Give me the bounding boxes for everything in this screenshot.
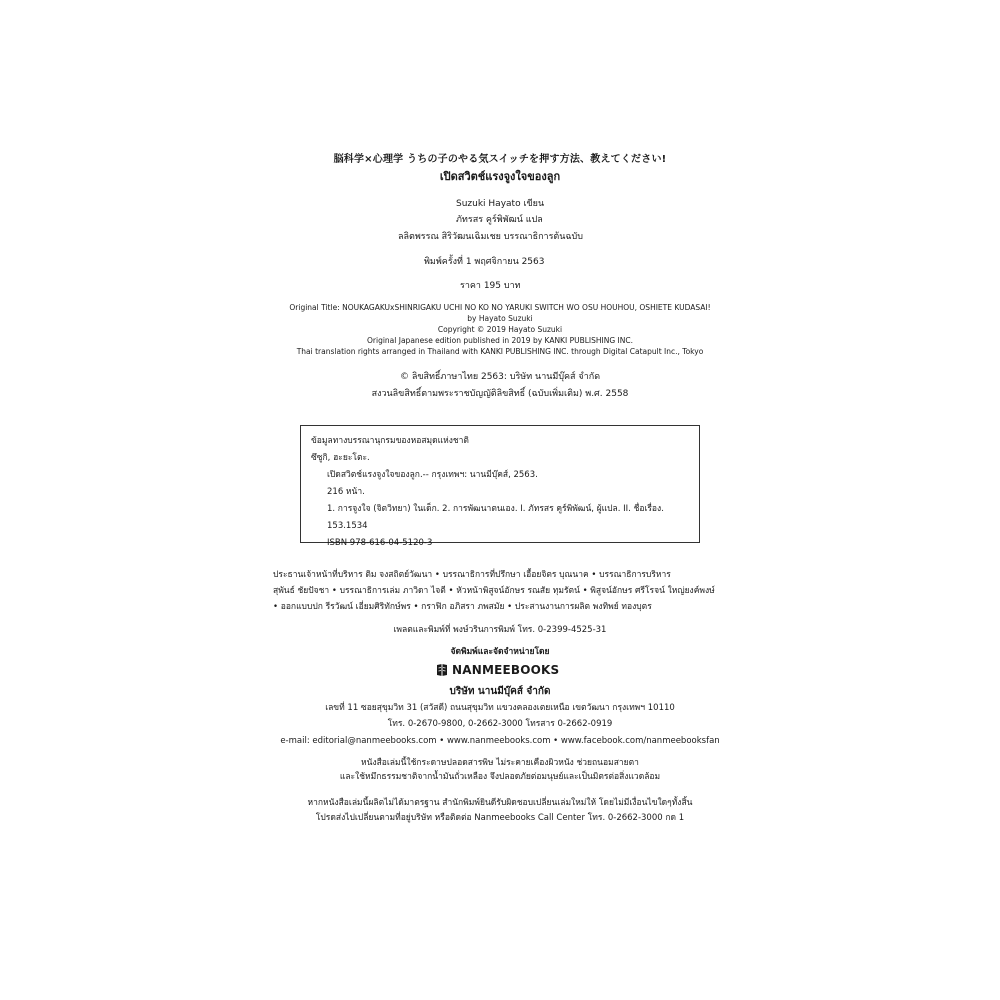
- price-text: ราคา 195 บาท: [460, 281, 521, 291]
- original-author: by Hayato Suzuki: [467, 314, 533, 323]
- edition-text: พิมพ์ครั้งที่ 1 พฤศจิกายน 2563: [424, 257, 545, 267]
- distributor-heading: จัดพิมพ์และจัดจำหน่ายโดย: [450, 647, 550, 657]
- defect-note-1: หากหนังสือเล่มนี้ผลิตไม่ได้มาตรฐาน สำนักพิมพ์ยินดีรับผิดชอบเปลี่ยนเล่มใหม่ให้ โดยไม่มีเงื่อนไขใดๆทั้งสิ้น: [307, 798, 693, 808]
- thai-copyright: © ลิขสิทธิ์ภาษาไทย 2563: บริษัท นานมีบุ๊คส์ จำกัด: [399, 372, 601, 382]
- cip-isbn: ISBN 978-616-04-5120-3: [327, 538, 433, 548]
- japanese-title: 脳科学×心理学 うちの子のやる気スイッチを押す方法、教えてください!: [333, 154, 667, 165]
- translation-rights: Thai translation rights arranged in Thailand with KANKI PUBLISHING INC. through Digital Catapult Inc., Tokyo: [296, 347, 704, 356]
- original-title: Original Title: NOUKAGAKUxSHINRIGAKU UCHI NO KO NO YARUKI SWITCH WO OSU HOUHOU, OSHIETE KUDASAI!: [289, 303, 711, 312]
- logo-wordmark: NANMEEBOOKS: [452, 663, 560, 677]
- staff-line-3: • ออกแบบปก รีรวัฒน์ เอี่ยมศิริทักษ์พร • กราฟิก อภิสรา ภพสมัย • ประสานงานการผลิต พงทิพย์ ทองบุตร: [273, 602, 652, 612]
- company-contacts: e-mail: editorial@nanmeebooks.com • www.nanmeebooks.com • www.facebook.com/nanmeebooksfan: [280, 736, 720, 746]
- staff-line-2: สุพันธ์ ชัยปัจชา • บรรณาธิการเล่ม ภาวิดา ไจตี • หัวหน้าพิสูจน์อักษร รณสัย ทุมรัตน์ • พิสูจน์อักษร ศรีโรจน์ ใหญ่ยงค์พงษ์: [273, 586, 715, 596]
- cip-title: เปิดสวิตช์แรงจูงใจของลูก.-- กรุงเทพฯ: นานมีบุ๊คส์, 2563.: [327, 470, 538, 480]
- book-stack-icon: [435, 663, 449, 677]
- cip-author: ซึซูกิ, ฮะยะโตะ.: [311, 453, 370, 463]
- original-edition: Original Japanese edition published in 2019 by KANKI PUBLISHING INC.: [367, 336, 633, 345]
- defect-note-2: โปรดส่งไปเปลี่ยนตามที่อยู่บริษัท หรือติดต่อ Nanmeebooks Call Center โทร. 0-2662-3000 กด 1: [315, 813, 685, 823]
- nanmeebooks-logo: [435, 661, 559, 679]
- cip-pages: 216 หน้า.: [327, 487, 365, 497]
- cip-record: [300, 425, 700, 548]
- original-copyright: Copyright © 2019 Hayato Suzuki: [437, 325, 563, 334]
- editor-credit-text: ลลิตพรรณ สิริวัฒนเฉิมเชย บรรณาธิการต้นฉบับ: [398, 232, 583, 242]
- cip-subjects: 1. การจูงใจ (จิตวิทยา) ในเด็ก. 2. การพัฒนาตนเอง. I. ภัทรสร คูร์พิพัฒน์, ผู้แปล. II. ชื่อเรื่อง.: [327, 504, 664, 514]
- printer-info: เพลตและพิมพ์ที่ พงษ์วรินการพิมพ์ โทร. 0-2399-4525-31: [393, 625, 607, 635]
- thai-title: เปิดสวิตช์แรงจูงใจของลูก: [439, 170, 561, 183]
- company-phones: โทร. 0-2670-9800, 0-2662-3000 โทรสาร 0-2662-0919: [387, 719, 613, 729]
- copyright-act: สงวนลิขสิทธิ์ตามพระราชบัญญัติลิขสิทธิ์ (ฉบับเพิ่มเติม) พ.ศ. 2558: [371, 389, 629, 399]
- translator-credit-text: ภัทรสร คูร์พิพัฒน์ แปล: [456, 215, 543, 225]
- paper-note-1: หนังสือเล่มนี้ใช้กระดาษปลอดสารพิษ ไม่ระคายเคืองผิวหนัง ช่วยถนอมสายตา: [361, 758, 639, 768]
- company-name: บริษัท นานมีบุ๊คส์ จำกัด: [449, 686, 551, 697]
- company-address: เลขที่ 11 ซอยสุขุมวิท 31 (สวัสดี) ถนนสุขุมวิท แขวงคลองเตยเหนือ เขตวัฒนา กรุงเทพฯ 10110: [325, 703, 675, 713]
- staff-line-1: ประธานเจ้าหน้าที่บริหาร ติม จงสถิตย์วัฒนา • บรรณาธิการที่ปรึกษา เอื้อยจิตร บุณนาค • บรรณาธิการบริหาร: [273, 570, 671, 580]
- author-credit-text: Suzuki Hayato เขียน: [456, 199, 545, 209]
- paper-note-2: และใช้หมึกธรรมชาติจากน้ำมันถั่วเหลือง จึงปลอดภัยต่อมนุษย์และเป็นมิตรต่อสิ่งแวดล้อม: [339, 772, 661, 782]
- cip-class-number: 153.1534: [327, 521, 368, 531]
- cip-heading: ข้อมูลทางบรรณานุกรมของหอสมุดแห่งชาติ: [311, 436, 469, 446]
